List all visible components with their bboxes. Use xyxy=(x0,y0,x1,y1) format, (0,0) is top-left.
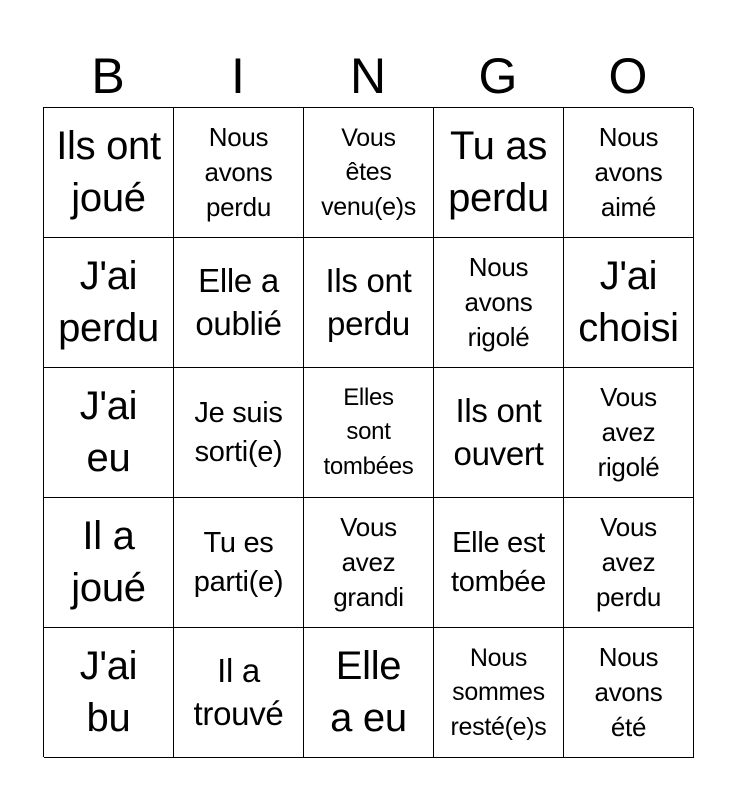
bingo-cell[interactable] xyxy=(304,368,434,498)
bingo-cell[interactable] xyxy=(304,628,434,758)
cell-text: Tu as perdu xyxy=(448,124,549,220)
cell-text: Vous avez grandi xyxy=(333,511,404,613)
cell-text: Ils ont ouvert xyxy=(453,391,544,472)
header-letter-g: G xyxy=(478,48,518,104)
header-letter-n: N xyxy=(349,48,387,104)
cell-text: J'ai perdu xyxy=(58,254,159,350)
cell-text: Nous avons aimé xyxy=(594,121,663,223)
header-letter-b: B xyxy=(91,48,125,104)
bingo-cell[interactable] xyxy=(304,108,434,238)
cell-text: Ils ont joué xyxy=(56,124,161,220)
cell-text: Tu es parti(e) xyxy=(193,527,284,598)
bingo-cell[interactable] xyxy=(174,498,304,628)
cell-text: Vous avez rigolé xyxy=(597,381,660,483)
bingo-cell[interactable] xyxy=(434,498,564,628)
header-letter-i: I xyxy=(231,48,245,104)
bingo-cell[interactable] xyxy=(44,238,174,368)
bingo-cell[interactable] xyxy=(44,628,174,758)
bingo-cell[interactable] xyxy=(434,368,564,498)
cell-text: Elles sont tombées xyxy=(323,384,414,480)
cell-text: Vous êtes venu(e)s xyxy=(321,123,416,221)
bingo-cell[interactable] xyxy=(304,498,434,628)
bingo-cell[interactable] xyxy=(434,628,564,758)
cell-text: Ils ont perdu xyxy=(325,261,412,342)
bingo-cell[interactable] xyxy=(174,628,304,758)
cell-text: Nous avons rigolé xyxy=(464,251,533,353)
bingo-cell[interactable] xyxy=(564,238,694,368)
cell-text: Elle est tombée xyxy=(451,527,546,598)
bingo-cell[interactable] xyxy=(564,628,694,758)
cell-text: Elle a eu xyxy=(330,644,407,740)
bingo-cell[interactable] xyxy=(564,368,694,498)
cell-text: Elle a oublié xyxy=(195,261,282,342)
bingo-cell[interactable] xyxy=(564,108,694,238)
bingo-cell[interactable] xyxy=(44,108,174,238)
cell-text: Vous avez perdu xyxy=(596,511,661,613)
cell-text: J'ai eu xyxy=(79,384,138,480)
bingo-cell[interactable] xyxy=(174,238,304,368)
bingo-cell[interactable] xyxy=(564,498,694,628)
bingo-cell[interactable] xyxy=(174,108,304,238)
bingo-cell[interactable] xyxy=(44,368,174,498)
cell-text: Il a joué xyxy=(71,514,146,610)
cell-text: Nous avons été xyxy=(594,641,663,743)
cell-text: Je suis sorti(e) xyxy=(194,397,283,468)
bingo-header xyxy=(43,46,693,106)
bingo-cell[interactable] xyxy=(44,498,174,628)
bingo-cell[interactable] xyxy=(434,238,564,368)
cell-text: Nous sommes resté(e)s xyxy=(450,643,547,741)
cell-text: J'ai bu xyxy=(79,644,138,740)
cell-text: Nous avons perdu xyxy=(204,121,273,223)
cell-text: Il a trouvé xyxy=(193,651,284,732)
bingo-cell[interactable] xyxy=(434,108,564,238)
bingo-cell[interactable] xyxy=(304,238,434,368)
bingo-board xyxy=(43,107,693,757)
cell-text: J'ai choisi xyxy=(578,254,679,350)
bingo-cell[interactable] xyxy=(174,368,304,498)
header-letter-o: O xyxy=(608,48,648,104)
